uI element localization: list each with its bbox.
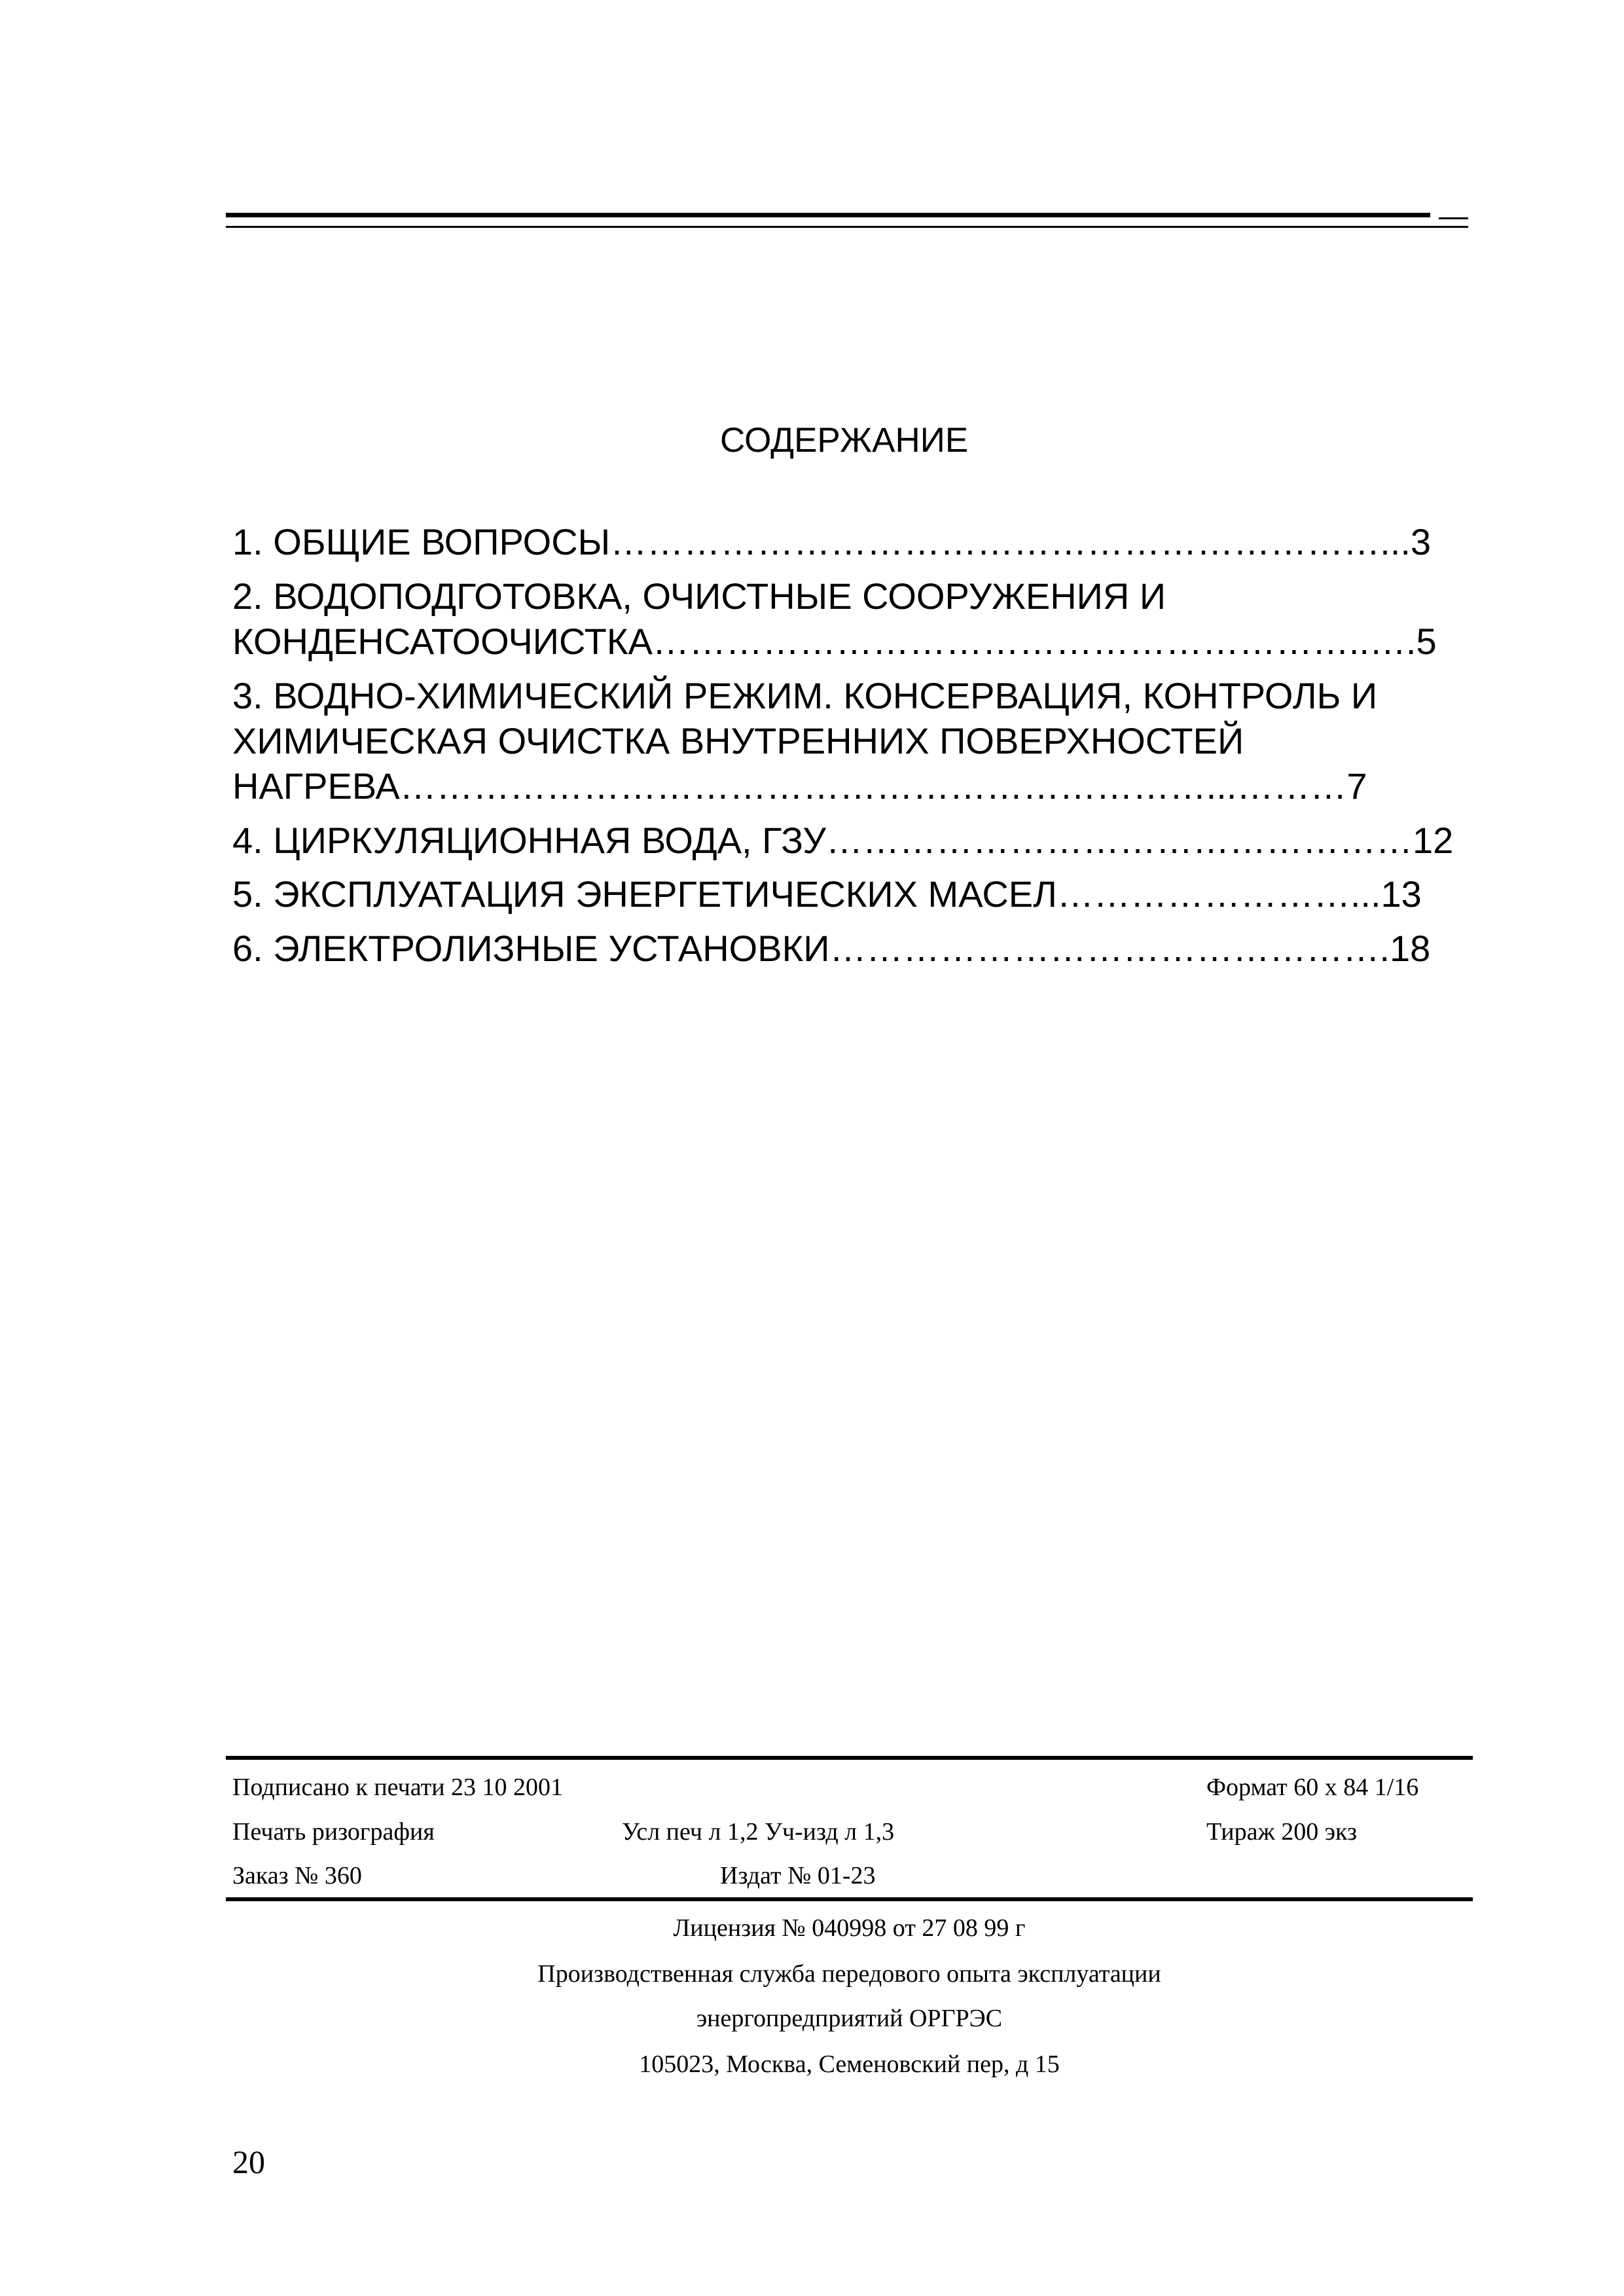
toc-entry-6: 6. ЭЛЕКТРОЛИЗНЫЕ УСТАНОВКИ……………………………………….18 (232, 928, 1431, 969)
toc-title: СОДЕРЖАНИЕ (720, 421, 969, 460)
header-rule-thick (226, 213, 1430, 217)
page-number: 20 (232, 2143, 265, 2180)
header-rule-tick (1439, 217, 1468, 219)
toc-entry-3-line-2: ХИМИЧЕСКАЯ ОЧИСТКА ВНУТРЕННИХ ПОВЕРХНОСТЕЙ (232, 720, 1244, 761)
header-rule-thin (226, 226, 1468, 228)
toc-entry-2-line-1: 2. ВОДОПОДГОТОВКА, ОЧИСТНЫЕ СООРУЖЕНИЯ И (232, 575, 1166, 617)
toc-entry-3-line-1: 3. ВОДНО-ХИМИЧЕСКИЙ РЕЖИМ. КОНСЕРВАЦИЯ, КОНТРОЛЬ И (232, 675, 1378, 716)
imprint-license: Лицензия № 040998 от 27 08 99 г (673, 1914, 1026, 1942)
imprint-print-type: Печать ризография (232, 1818, 435, 1846)
toc-entry-2-line-2: КОНДЕНСАТООЧИСТКА…………………………………………………..….5 (232, 621, 1437, 662)
imprint-signed: Подписано к печати 23 10 2001 (232, 1774, 564, 1801)
imprint-edition: Издат № 01-23 (720, 1862, 876, 1889)
imprint-publisher-line-2: энергопредприятий ОРГРЭС (696, 2005, 1003, 2032)
imprint-publisher-line-1: Производственная служба передового опыта эксплуатации (537, 1960, 1161, 1988)
imprint-copies: Тираж 200 экз (1206, 1818, 1358, 1846)
imprint-format: Формат 60 х 84 1/16 (1206, 1774, 1419, 1801)
imprint-order: Заказ № 360 (232, 1862, 362, 1889)
toc-entry-5: 5. ЭКСПЛУАТАЦИЯ ЭНЕРГЕТИЧЕСКИХ МАСЕЛ……………………...13 (232, 873, 1422, 915)
imprint-sheets: Усл печ л 1,2 Уч-изд л 1,3 (622, 1818, 895, 1846)
imprint-address: 105023, Москва, Семеновский пер, д 15 (639, 2050, 1060, 2078)
toc-entry-3-line-3: НАГРЕВА…………………………………………………………...………7 (232, 765, 1367, 807)
toc-entry-1: 1. ОБЩИЕ ВОПРОСЫ………………………………………………………...3 (232, 521, 1432, 562)
toc-entry-4: 4. ЦИРКУЛЯЦИОННАЯ ВОДА, ГЗУ…………………………………………12 (232, 820, 1454, 861)
imprint-rule-top (226, 1756, 1473, 1760)
imprint-rule-bottom (226, 1897, 1473, 1901)
